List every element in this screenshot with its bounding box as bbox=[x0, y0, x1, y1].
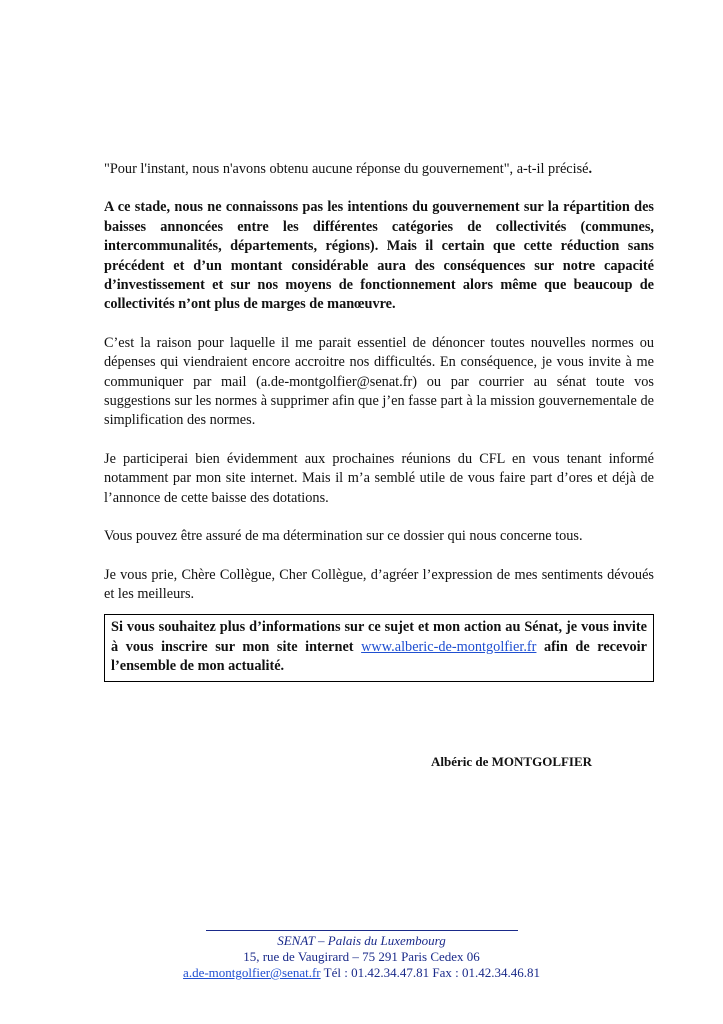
paragraph-quote bbox=[104, 160, 654, 179]
paragraph-bold-context: A ce stade, nous ne connaissons pas les intentions du gouvernement sur la répartition des baisses annoncées entre les différentes catégories de collectivités (communes, intercommunalités, départements, régions). Mais il certain que cette réduction sans précédent et d’un montant considérable aura des conséquences sur notre capacité d’investissement et sur nos moyens de fonctionnement alors même que beaucoup de collectivités n’ont plus de marges de manœuvre. bbox=[104, 199, 654, 313]
quote-text: "Pour l'instant, nous n'avons obtenu aucune réponse du gouvernement", a-t-il précisé bbox=[104, 161, 589, 177]
paragraph-closing: Je vous prie, Chère Collègue, Cher Collègue, d’agréer l’expression de mes sentiments dévoués et les meilleurs. bbox=[104, 566, 654, 602]
footer-line-address: 15, rue de Vaugirard – 75 291 Paris Cedex 06 bbox=[243, 949, 480, 964]
paragraph-norms: C’est la raison pour laquelle il me parait essentiel de dénoncer toutes nouvelles normes ou dépenses qui viendraient encore accroitre nos difficultés. En conséquence, je vous invite à me communiquer par mail (a.de-montgolfier@senat.fr) ou par courrier au sénat toute vos suggestions sur les normes à supprimer afin que j’en fasse part à la mission gouvernementale de simplification des normes. bbox=[104, 334, 654, 429]
paragraph-determination: Vous pouvez être assuré de ma détermination sur ce dossier qui nous concerne tous. bbox=[104, 528, 583, 545]
letter-body bbox=[104, 160, 654, 682]
info-box bbox=[104, 614, 654, 681]
paragraph-cfl: Je participerai bien évidemment aux prochaines réunions du CFL en vous tenant informé notamment par mon site internet. Mais il m’a semblé utile de vous faire part d’ores et déjà de l’annonce de cette baisse des dotations. bbox=[104, 450, 654, 506]
info-box-text-after: afin de recevoir l’ensemble de mon actualité. bbox=[111, 638, 647, 675]
website-link[interactable]: www.alberic-de-montgolfier.fr bbox=[361, 638, 537, 655]
quote-period: . bbox=[588, 161, 593, 177]
footer-divider bbox=[206, 930, 518, 931]
footer-email-link[interactable]: a.de-montgolfier@senat.fr bbox=[183, 965, 321, 980]
footer-line-contact bbox=[0, 965, 723, 981]
info-box-text-before: Si vous souhaitez plus d’informations sur ce sujet et mon action au Sénat, je vous invite à vous inscrire sur mon site internet bbox=[111, 619, 647, 655]
footer-line-senat: SENAT – Palais du Luxembourg bbox=[277, 933, 446, 948]
footer-phones: Tél : 01.42.34.47.81 Fax : 01.42.34.46.81 bbox=[320, 965, 540, 980]
footer bbox=[0, 930, 723, 981]
signature: Albéric de MONTGOLFIER bbox=[431, 754, 593, 769]
